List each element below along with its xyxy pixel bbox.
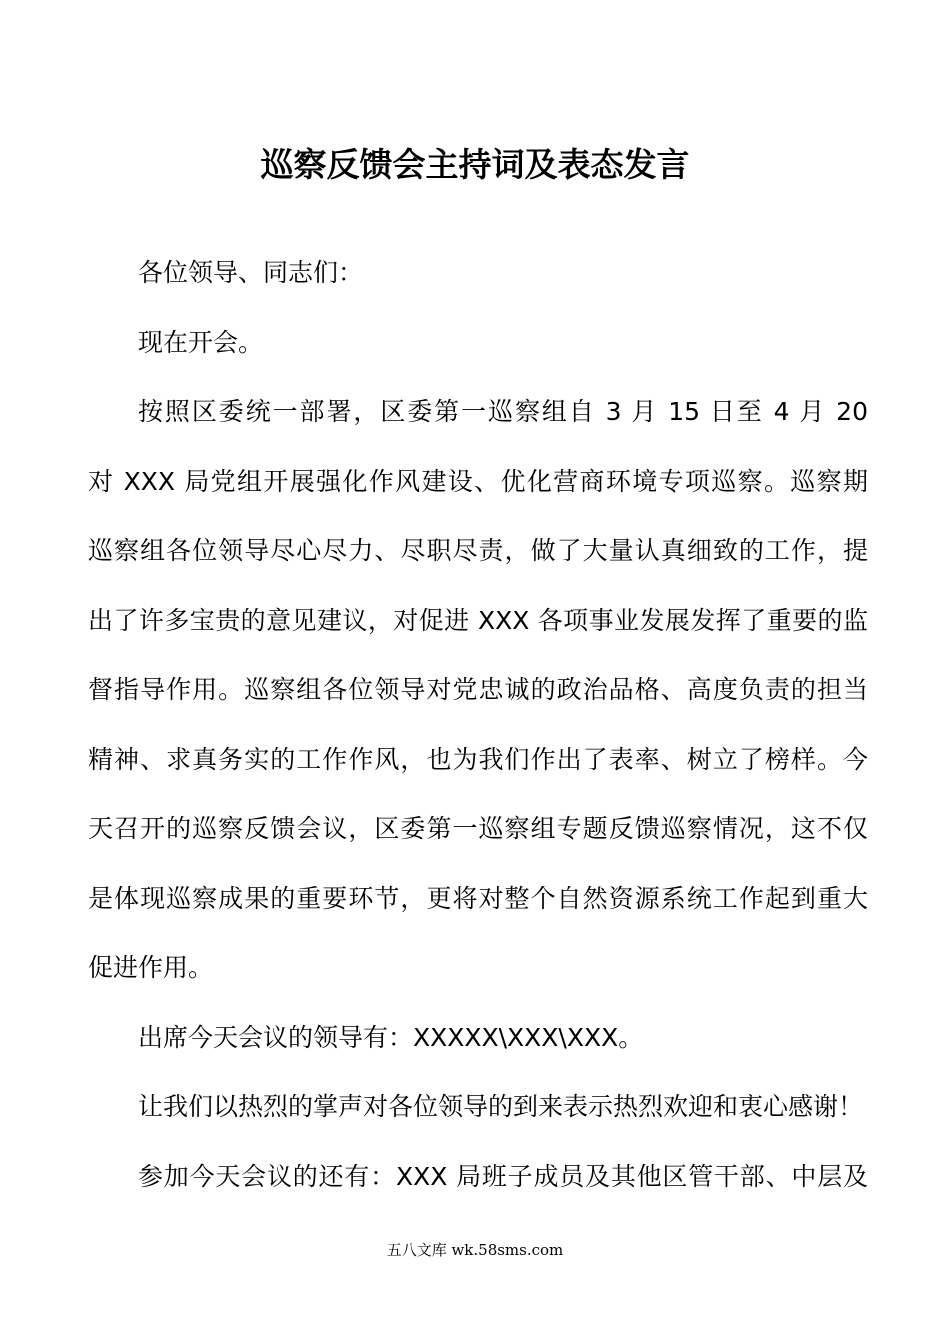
paragraph-line: 按照区委统一部署，区委第一巡察组自 3 月 15 日至 4 月 20 (138, 397, 868, 426)
opening-line: 现在开会。 (138, 327, 264, 357)
salutation-line: 各位领导、同志们： (138, 258, 364, 287)
paragraph-line: 是体现巡察成果的重要环节，更将对整个自然资源系统工作起到重大 (88, 883, 868, 913)
paragraph-line: 对 XXX 局党组开展强化作风建设、优化营商环境专项巡察。巡察期 (88, 466, 868, 496)
paragraph-line: 促进作用。 (88, 953, 214, 982)
paragraph-line: 巡察组各位领导尽心尽力、尽职尽责，做了大量认真细致的工作，提 (88, 536, 868, 565)
paragraph-line: 精神、求真务实的工作作风，也为我们作出了表率、树立了榜样。今 (88, 744, 868, 774)
participants-line: 参加今天会议的还有：XXX 局班子成员及其他区管干部、中层及 (138, 1161, 868, 1191)
welcome-line: 让我们以热烈的掌声对各位领导的到来表示热烈欢迎和衷心感谢！ (138, 1092, 864, 1121)
attendees-line: 出席今天会议的领导有：XXXXX\XXX\XXX。 (138, 1022, 644, 1052)
footer-watermark: 五八文库 wk.58sms.com (386, 1241, 564, 1259)
document-title: 巡察反馈会主持词及表态发言 (260, 145, 690, 184)
paragraph-line: 出了许多宝贵的意见建议，对促进 XXX 各项事业发展发挥了重要的监 (88, 605, 868, 635)
paragraph-line: 天召开的巡察反馈会议，区委第一巡察组专题反馈巡察情况，这不仅 (88, 814, 868, 843)
paragraph-line: 督指导作用。巡察组各位领导对党忠诚的政治品格、高度负责的担当 (88, 675, 868, 704)
document-body (88, 238, 868, 1211)
